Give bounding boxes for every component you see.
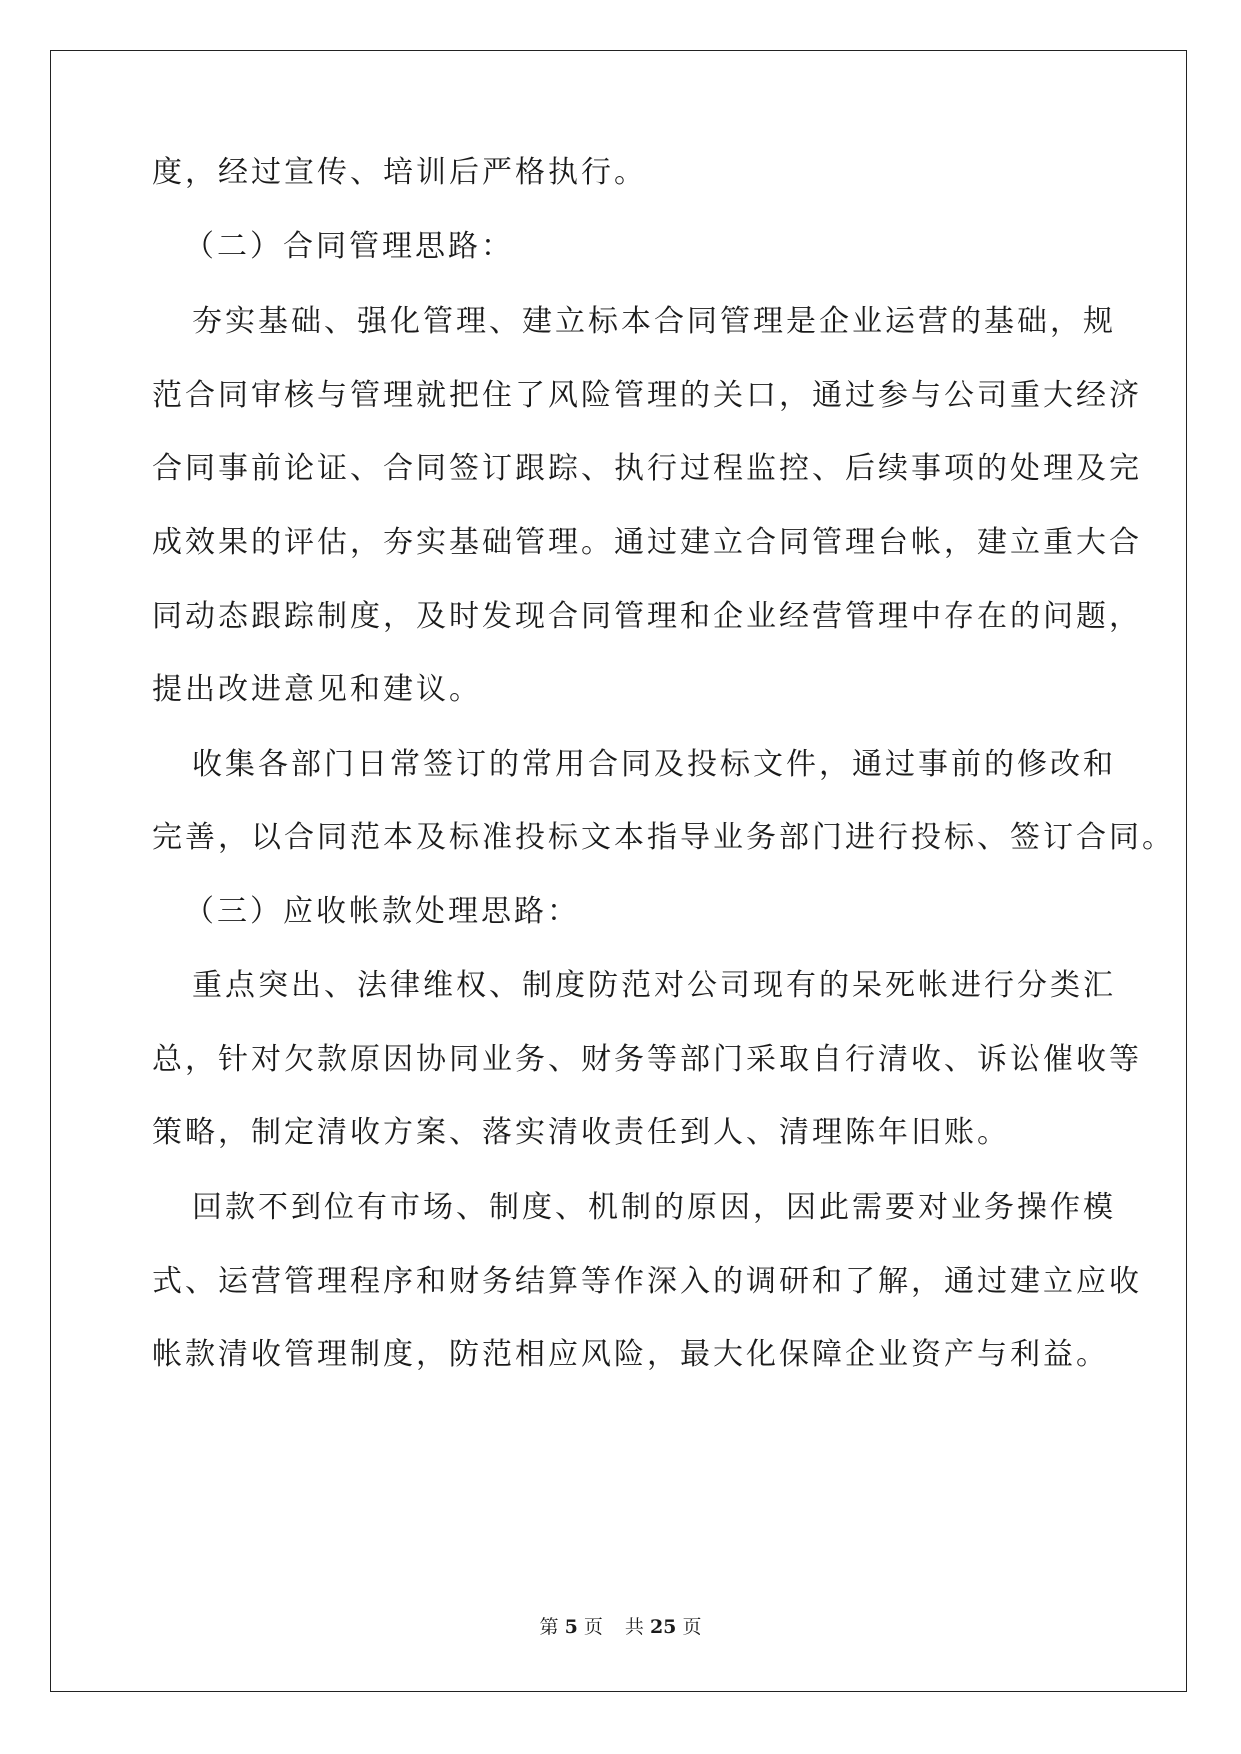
text-line: 提出改进意见和建议。 xyxy=(152,672,482,707)
text-line: 策略，制定清收方案、落实清收责任到人、清理陈年旧账。 xyxy=(152,1115,1010,1150)
text-line: 度，经过宣传、培训后严格执行。 xyxy=(152,155,647,190)
text-line: 重点突出、法律维权、制度防范对公司现有的呆死帐进行分类汇 xyxy=(192,968,1116,1003)
page-border xyxy=(50,50,1187,1692)
text-line: 回款不到位有市场、制度、机制的原因，因此需要对业务操作模 xyxy=(192,1190,1116,1225)
text-line: 总，针对欠款原因协同业务、财务等部门采取自行清收、诉讼催收等 xyxy=(152,1042,1142,1077)
text-line: 帐款清收管理制度，防范相应风险，最大化保障企业资产与利益。 xyxy=(152,1337,1109,1372)
page-footer xyxy=(0,1612,1241,1639)
text-line: 夯实基础、强化管理、建立标本合同管理是企业运营的基础，规 xyxy=(192,304,1116,339)
text-line: 式、运营管理程序和财务结算等作深入的调研和了解，通过建立应收 xyxy=(152,1264,1142,1299)
text-line: 范合同审核与管理就把住了风险管理的关口，通过参与公司重大经济 xyxy=(152,378,1142,413)
total-pages-label: 共 25 页 xyxy=(624,1616,702,1638)
text-line: 完善，以合同范本及标准投标文本指导业务部门进行投标、签订合同。 xyxy=(152,820,1175,855)
text-line: 同动态跟踪制度，及时发现合同管理和企业经营管理中存在的问题， xyxy=(152,599,1142,634)
text-line: 收集各部门日常签订的常用合同及投标文件，通过事前的修改和 xyxy=(192,747,1116,782)
text-line: 成效果的评估，夯实基础管理。通过建立合同管理台帐，建立重大合 xyxy=(152,525,1142,560)
section-heading-receivables: （三）应收帐款处理思路： xyxy=(184,894,580,929)
text-line: 合同事前论证、合同签订跟踪、执行过程监控、后续事项的处理及完 xyxy=(152,451,1142,486)
page-number-label: 第 5 页 xyxy=(539,1616,603,1638)
section-heading-contract: （二）合同管理思路： xyxy=(184,229,514,264)
